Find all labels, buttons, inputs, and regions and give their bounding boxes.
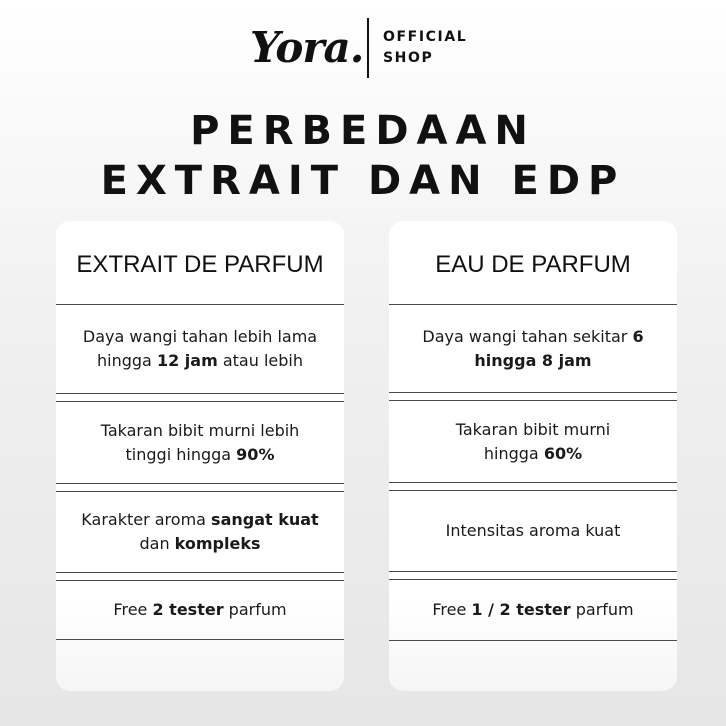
divider xyxy=(389,392,677,393)
row-text: Free xyxy=(113,600,153,619)
comparison-row xyxy=(56,402,344,483)
comparison-row xyxy=(389,491,677,571)
row-text: Daya wangi tahan lebih lama hingga xyxy=(82,327,318,370)
row-text: Takaran bibit murni lebih tinggi hingga xyxy=(100,420,300,464)
title-line-2: EXTRAIT DAN EDP xyxy=(100,158,626,204)
extrait-card xyxy=(56,221,344,691)
comparison-row xyxy=(56,305,344,393)
comparison-row xyxy=(389,305,677,392)
row-text: parfum xyxy=(570,600,634,619)
row-bold-text: 60% xyxy=(543,443,583,463)
row-text: parfum xyxy=(223,600,287,619)
title-line-1: PERBEDAAN xyxy=(190,108,536,154)
comparison-row xyxy=(56,581,344,639)
tag-line-2: SHOP xyxy=(383,50,434,66)
logo-divider xyxy=(367,18,369,78)
divider xyxy=(56,639,344,640)
comparison-row xyxy=(56,492,344,572)
row-bold-text: 12 jam xyxy=(156,351,218,370)
row-bold-text: 90% xyxy=(236,444,275,464)
page-title xyxy=(0,106,726,206)
row-text: Free xyxy=(432,600,472,619)
divider xyxy=(56,393,344,394)
brand-name: Yora. xyxy=(250,23,364,72)
card-header: EAU DE PARFUM xyxy=(435,251,631,278)
comparison-row xyxy=(389,580,677,640)
divider xyxy=(56,572,344,573)
row-bold-text: 1 / 2 tester xyxy=(471,600,571,619)
official-shop-tag xyxy=(383,27,467,69)
card-header: EXTRAIT DE PARFUM xyxy=(76,251,324,278)
row-bold-text: kompleks xyxy=(174,534,261,553)
edp-card xyxy=(389,221,677,691)
row-text: Daya wangi tahan sekitar xyxy=(422,326,633,346)
divider xyxy=(389,482,677,483)
row-text: Intensitas aroma kuat xyxy=(445,521,621,540)
row-bold-text: 2 tester xyxy=(152,600,224,619)
divider xyxy=(56,483,344,484)
comparison-row xyxy=(389,401,677,482)
tag-line-1: OFFICIAL xyxy=(383,29,468,45)
row-text: dan xyxy=(139,534,175,553)
row-bold-text: sangat kuat xyxy=(211,510,319,529)
row-bold-text: 6 hingga 8 jam xyxy=(474,326,644,370)
row-text: Karakter aroma xyxy=(81,510,212,529)
row-text: atau lebih xyxy=(217,351,303,370)
row-text: Takaran bibit murni hingga xyxy=(455,419,611,463)
divider xyxy=(389,640,677,641)
brand-logo xyxy=(250,18,480,78)
divider xyxy=(389,571,677,572)
